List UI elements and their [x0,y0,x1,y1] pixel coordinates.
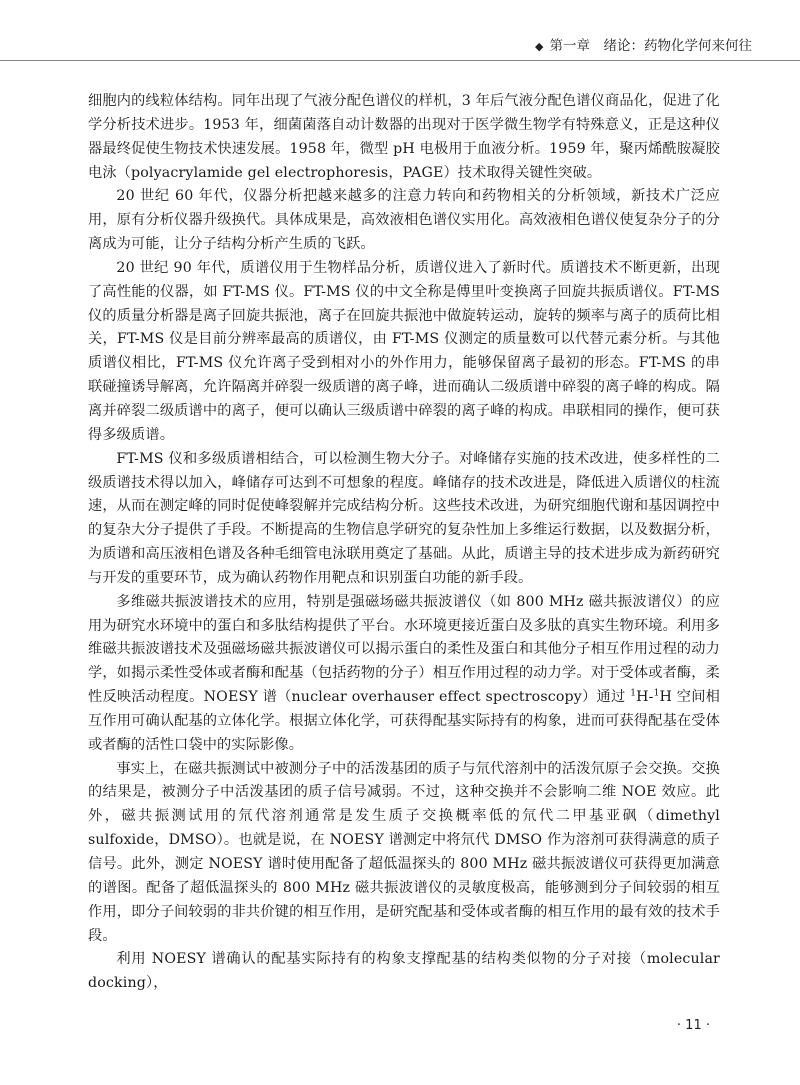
chapter-title: 第一章 绪论：药物化学何来何往 [549,38,752,54]
header-divider [0,60,800,61]
paragraph-5-text-c: H 空间相互作用可确认配基的立体化学。根据立体化学，可获得配基实际持有的构象，进而可获得配基在受体或者酶的活性口袋中的实际影像。 [88,689,720,753]
diamond-bullet-icon: ◆ [535,40,544,53]
paragraph-1: 细胞内的线粒体结构。同年出现了气液分配色谱仪的样机，3 年后气液分配色谱仪商品化，促进了化学分析技术进步。1953 年，细菌菌落自动计数器的出现对于医学微生物学有特殊意义，正是这种仪器最终促使生物技术快速发展。1958 年，微型 pH 电极用于血液分析。1959 年，聚丙烯酰胺凝胶电泳（polyacrylamide gel electrophoresis，PAGE）技术取得关键性突破。 [88,93,720,181]
paragraph-2: 20 世纪 60 年代，仪器分析把越来越多的注意力转向和药物相关的分析领域，新技术广泛应用，原有分析仪器升级换代。具体成果是，高效液相色谱仪实用化。高效液相色谱仪使复杂分子的分离成为可能，让分子结构分析产生质的飞跃。 [88,188,720,253]
paragraph-7: 利用 NOESY 谱确认的配基实际持有的构象支撑配基的结构类似物的分子对接（molecular docking）， [88,951,720,992]
paragraph-5 [88,591,720,758]
paragraph-4: FT-MS 仪和多级质谱相结合，可以检测生物大分子。对峰储存实施的技术改进，使多样性的二级质谱技术得以加入，峰储存可达到不可想象的程度。峰储存的技术改进是，降低进入质谱仪的柱流速，从而在测定峰的同时促使峰裂解并完成结构分析。这些技术改进，为研究细胞代谢和基因调控中的复杂大分子提供了手段。不断提高的生物信息学研究的复杂性加上多维运行数据，以及数据分析，为质谱和高压液相色谱及各种毛细管电泳联用奠定了基础。从此，质谱主导的技术进步成为新药研究与开发的重要环节，成为确认药物作用靶点和识别蛋白功能的新手段。 [88,450,720,586]
page-number: · 11 · [676,1018,710,1033]
running-header [535,34,752,54]
paragraph-6: 事实上，在磁共振测试中被测分子中的活泼基团的质子与氘代溶剂中的活泼氘原子会交换。交换的结果是，被测分子中活泼基团的质子信号减弱。不过，这种交换并不会影响二维 NOE 效应。此外，磁共振测试用的氘代溶剂通常是发生质子交换概率低的氘代二甲基亚砜（dimethyl sulfoxide，DMSO）。也就是说，在 NOESY 谱测定中将氘代 DMSO 作为溶剂可获得满意的质子信号。此外，测定 NOESY 谱时使用配备了超低温探头的 800 MHz 磁共振波谱仪可获得更加满意的谱图。配备了超低温探头的 800 MHz 磁共振波谱仪的灵敏度极高，能够测到分子间较弱的相互作用，即分子间较弱的非共价键的相互作用，是研究配基和受体或者酶的相互作用的最有效的技术手段。 [88,760,720,944]
paragraph-5-text-b: H- [636,689,654,706]
paragraph-5-text-a: 多维磁共振波谱技术的应用，特别是强磁场磁共振波谱仪（如 800 MHz 磁共振波谱仪）的应用为研究水环境中的蛋白和多肽结构提供了平台。水环境更接近蛋白及多肽的真实生物环境。利用多维磁共振波谱技术及强磁场磁共振波谱仪可以揭示蛋白的柔性及蛋白和其他分子相互作用过程的动力学，如揭示柔性受体或者酶和配基（包括药物的分子）相互作用过程的动力学。对于受体或者酶，柔性反映活动程度。NOESY 谱（nuclear overhauser effect spectroscopy）通过 [88,593,720,706]
isotope-superscript-2: 1 [653,688,660,699]
isotope-superscript-1: 1 [630,688,637,699]
body-text [88,90,720,996]
paragraph-3: 20 世纪 90 年代，质谱仪用于生物样品分析，质谱仪进入了新时代。质谱技术不断更新，出现了高性能的仪器，如 FT-MS 仪。FT-MS 仪的中文全称是傅里叶变换离子回旋共振质谱仪。FT-MS 仪的质量分析器是离子回旋共振池，离子在回旋共振池中做旋转运动，旋转的频率与离子的质荷比相关，FT-MS 仪是目前分辨率最高的质谱仪，由 FT-MS 仪测定的质量数可以代替元素分析。与其他质谱仪相比，FT-MS 仪允许离子受到相对小的外作用力，能够保留离子最初的形态。FT-MS 的串联碰撞诱导解离，允许隔离并碎裂一级质谱的离子峰，进而确认二级质谱中碎裂的离子峰的构成。隔离并碎裂二级质谱中的离子，便可以确认三级质谱中碎裂的离子峰的构成。串联相同的操作，便可获得多级质谱。 [88,259,720,443]
